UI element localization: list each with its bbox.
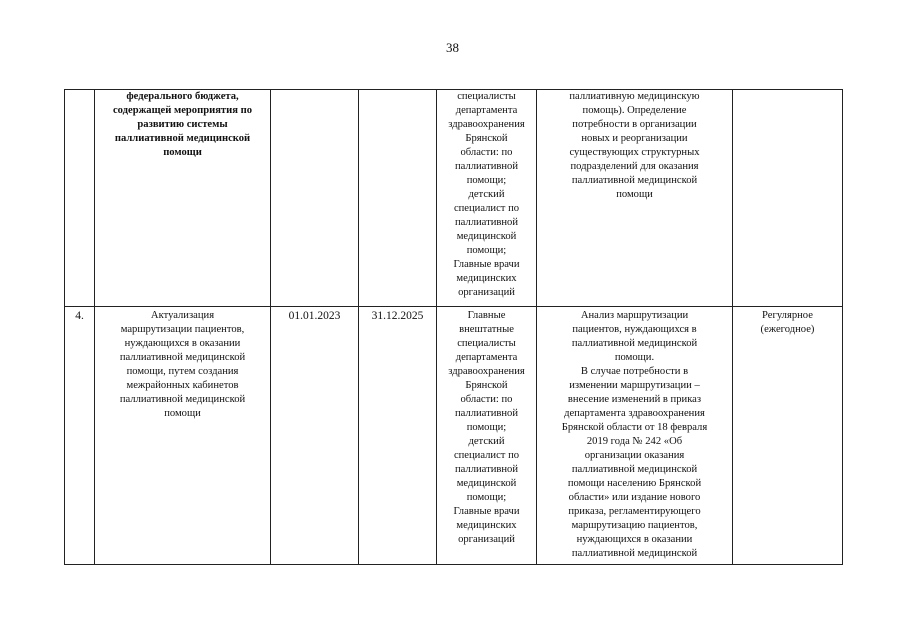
activity-cell [95, 307, 271, 565]
text-line: департамента [455, 105, 518, 116]
start-date-cell: 01.01.2023 [271, 307, 359, 565]
text-line: нуждающихся в оказании [576, 534, 693, 545]
text-line: здравоохранения [448, 119, 525, 130]
text-line: Регулярное [762, 310, 813, 321]
text-line: паллиативной медицинской [571, 338, 698, 349]
text-line: внештатные [459, 324, 514, 335]
responsible-cell [437, 307, 537, 565]
text-line: организаций [458, 287, 515, 298]
text-line: В случае потребности в [580, 366, 689, 377]
text-line: департамента [455, 352, 518, 363]
text-line: маршрутизацию пациентов, [571, 520, 698, 531]
row-number: 4. [65, 307, 95, 565]
text-line: медицинских [456, 520, 517, 531]
text-line: пациентов, нуждающихся в [572, 324, 697, 335]
text-line: помощи; [466, 245, 507, 256]
table-row [65, 307, 843, 565]
text-line: области: по [460, 394, 513, 405]
text-line: помощь). Определение [582, 105, 687, 116]
text-line: помощи. [614, 352, 655, 363]
text-line: департамента здравоохранения [564, 408, 705, 419]
row-number [65, 90, 95, 307]
text-line: медицинской [456, 478, 517, 489]
text-line: Брянской [465, 133, 508, 144]
text-line: федерального бюджета, [126, 91, 239, 102]
text-line: подразделений для оказания [570, 161, 699, 172]
end-date-cell [359, 90, 437, 307]
text-line: изменении маршрутизации – [569, 380, 700, 391]
start-date-cell [271, 90, 359, 307]
text-line: Главные врачи [453, 259, 520, 270]
text-line: помощи, путем создания [126, 366, 239, 377]
text-line: специалисты [457, 91, 516, 102]
text-line: развитию системы [137, 119, 228, 130]
period-cell [733, 90, 843, 307]
result-cell [537, 90, 733, 307]
text-line: специалист по [453, 203, 520, 214]
text-line: детский [468, 189, 505, 200]
text-line: области» или издание нового [568, 492, 701, 503]
text-line: паллиативной медицинской [119, 394, 246, 405]
text-line: специалист по [453, 450, 520, 461]
text-line: организации оказания [584, 450, 685, 461]
table-row [65, 90, 843, 307]
text-line: паллиативной [454, 464, 519, 475]
text-line: помощи; [466, 422, 507, 433]
responsible-cell [437, 90, 537, 307]
text-line: существующих структурных [569, 147, 700, 158]
text-line: специалисты [457, 338, 516, 349]
text-line: потребности в организации [572, 119, 697, 130]
text-line: Анализ маршрутизации [580, 310, 689, 321]
text-line: помощи [164, 408, 201, 419]
text-line: маршрутизации пациентов, [120, 324, 245, 335]
activity-cell [95, 90, 271, 307]
text-line: новых и реорганизации [581, 133, 688, 144]
text-line: паллиативной медицинской [571, 464, 698, 475]
text-line: нуждающихся в оказании [124, 338, 241, 349]
end-date-cell: 31.12.2025 [359, 307, 437, 565]
text-line: содержащей мероприятия по [112, 105, 253, 116]
text-line: паллиативной медицинской [114, 133, 251, 144]
text-line: помощи населению Брянской [567, 478, 702, 489]
text-line: паллиативной [454, 161, 519, 172]
text-line: детский [468, 436, 505, 447]
text-line: (ежегодное) [760, 324, 815, 335]
text-line: паллиативную медицинскую [569, 91, 700, 102]
text-line: Брянской [465, 380, 508, 391]
text-line: 2019 года № 242 «Об [586, 436, 683, 447]
text-line: Актуализация [150, 310, 215, 321]
result-cell [537, 307, 733, 565]
page-number: 38 [446, 40, 459, 55]
text-line: паллиативной [454, 408, 519, 419]
text-line: паллиативной медицинской [571, 175, 698, 186]
text-line: паллиативной медицинской [119, 352, 246, 363]
text-line: здравоохранения [448, 366, 525, 377]
text-line: помощи [616, 189, 653, 200]
text-line: паллиативной медицинской [571, 548, 698, 559]
text-line: внесение изменений в приказ [567, 394, 702, 405]
text-line: Главные врачи [453, 506, 520, 517]
text-line: Главные [467, 310, 506, 321]
text-line: паллиативной [454, 217, 519, 228]
text-line: помощи; [466, 175, 507, 186]
text-line: Брянской области от 18 февраля [561, 422, 708, 433]
text-line: межрайонных кабинетов [126, 380, 239, 391]
text-line: медицинских [456, 273, 517, 284]
text-line: организаций [458, 534, 515, 545]
text-line: помощи [163, 147, 202, 158]
text-line: медицинской [456, 231, 517, 242]
plan-table [64, 89, 843, 565]
text-line: приказа, регламентирующего [568, 506, 701, 517]
text-line: области: по [460, 147, 513, 158]
period-cell [733, 307, 843, 565]
text-line: помощи; [466, 492, 507, 503]
